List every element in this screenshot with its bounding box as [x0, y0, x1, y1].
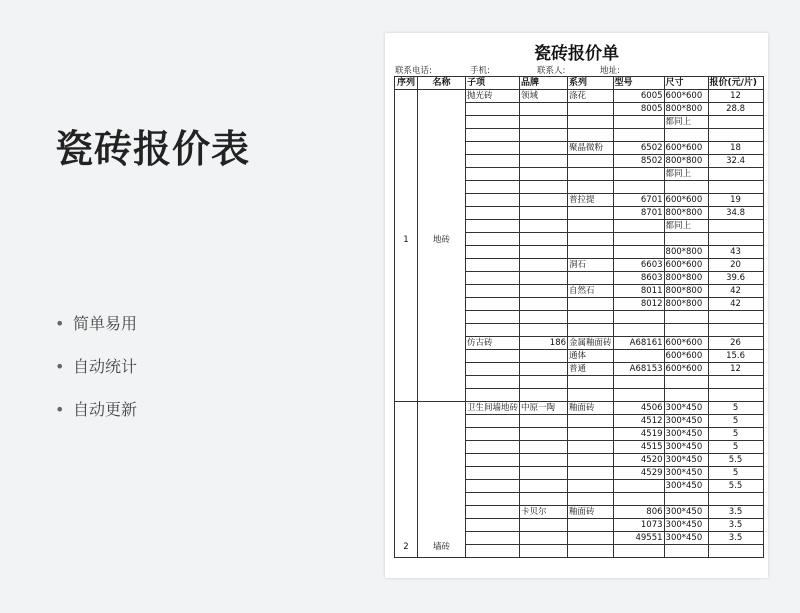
series-cell: 普拉提 — [568, 194, 614, 207]
sub-cell: 卫生间墙地砖 — [467, 402, 519, 413]
sub-cell — [466, 181, 520, 194]
price-cell: 39.6 — [708, 272, 763, 285]
series-cell — [568, 428, 614, 441]
size-cell: 600*600 — [664, 337, 708, 350]
model-cell: A68161 — [613, 337, 664, 350]
price-cell: 5 — [708, 467, 763, 480]
table-row — [395, 402, 764, 415]
size-cell: 300*450 — [664, 467, 708, 480]
model-cell: 1073 — [613, 519, 664, 532]
brand-cell — [520, 415, 568, 428]
price-cell: 43 — [708, 246, 763, 259]
size-cell: 300*450 — [664, 506, 708, 519]
price-cell: 5 — [708, 428, 763, 441]
sub-cell — [466, 298, 520, 311]
sub-cell — [466, 116, 520, 129]
series-cell — [568, 155, 614, 168]
price-cell — [708, 220, 763, 233]
size-cell: 600*600 — [664, 142, 708, 155]
model-cell: 6603 — [613, 259, 664, 272]
price-cell: 5.5 — [708, 454, 763, 467]
brand-cell — [520, 168, 568, 181]
price-cell: 5 — [708, 441, 763, 454]
sub-cell — [466, 480, 520, 493]
series-cell — [568, 493, 614, 506]
series-cell — [568, 467, 614, 480]
model-cell — [613, 181, 664, 194]
size-cell: 600*600 — [664, 90, 708, 103]
sub-cell — [466, 363, 520, 376]
sub-cell — [466, 272, 520, 285]
series-cell — [568, 129, 614, 142]
series-cell — [568, 415, 614, 428]
series-cell — [568, 454, 614, 467]
model-cell — [613, 493, 664, 506]
bullet-icon: • — [55, 314, 65, 333]
column-header: 序列 — [395, 77, 418, 90]
column-header: 型号 — [613, 77, 664, 90]
size-cell — [664, 545, 708, 558]
column-header: 尺寸 — [664, 77, 708, 90]
column-header: 品牌 — [520, 77, 568, 90]
price-cell: 18 — [708, 142, 763, 155]
sub-cell — [466, 285, 520, 298]
brand-cell — [520, 103, 568, 116]
brand-cell — [520, 519, 568, 532]
sub-cell — [466, 545, 520, 558]
brand-cell — [520, 467, 568, 480]
feature-item — [55, 312, 137, 355]
model-cell — [613, 480, 664, 493]
price-cell — [708, 168, 763, 181]
price-cell — [708, 181, 763, 194]
price-cell — [708, 376, 763, 389]
model-cell — [613, 246, 664, 259]
name-cell: 墙砖 — [418, 402, 466, 558]
price-cell — [708, 324, 763, 337]
address-label: 地址: — [600, 66, 620, 76]
brand-cell — [520, 155, 568, 168]
model-cell — [613, 129, 664, 142]
sub-cell — [466, 532, 520, 545]
model-cell: 4519 — [613, 428, 664, 441]
series-cell — [568, 389, 614, 402]
series-cell — [568, 480, 614, 493]
sub-cell — [466, 454, 520, 467]
size-cell: 300*450 — [664, 532, 708, 545]
brand-cell: 186 — [520, 337, 568, 350]
brand-cell — [520, 116, 568, 129]
sub-cell: 抛光砖 — [466, 90, 520, 103]
sub-cell — [466, 194, 520, 207]
price-cell — [708, 233, 763, 246]
price-cell: 3.5 — [708, 506, 763, 519]
series-cell — [568, 298, 614, 311]
sub-cell — [466, 389, 520, 402]
model-cell: 6502 — [613, 142, 664, 155]
sub-cell — [466, 350, 520, 363]
bullet-icon: • — [55, 357, 65, 376]
table-row — [395, 90, 764, 103]
price-cell: 26 — [708, 337, 763, 350]
brand-cell — [520, 493, 568, 506]
feature-label: 自动统计 — [73, 357, 138, 376]
series-cell — [568, 324, 614, 337]
sub-cell — [466, 493, 520, 506]
model-cell: 4520 — [613, 454, 664, 467]
brand-cell — [520, 285, 568, 298]
model-cell: 49551 — [613, 532, 664, 545]
model-cell: 4515 — [613, 441, 664, 454]
feature-list — [55, 312, 137, 441]
brand-cell — [520, 194, 568, 207]
price-cell — [708, 493, 763, 506]
size-cell — [664, 376, 708, 389]
model-cell: 6701 — [613, 194, 664, 207]
model-cell: 8012 — [613, 298, 664, 311]
model-cell — [613, 168, 664, 181]
price-cell — [708, 545, 763, 558]
price-cell: 28.8 — [708, 103, 763, 116]
model-cell: 6005 — [613, 90, 664, 103]
brand-cell — [520, 480, 568, 493]
brand-cell — [520, 246, 568, 259]
model-cell — [613, 545, 664, 558]
model-cell — [613, 311, 664, 324]
series-cell — [568, 181, 614, 194]
model-cell: A68153 — [613, 363, 664, 376]
price-cell: 42 — [708, 285, 763, 298]
size-cell — [664, 181, 708, 194]
model-cell: 8603 — [613, 272, 664, 285]
size-cell — [664, 389, 708, 402]
price-cell: 5 — [708, 415, 763, 428]
price-cell — [708, 129, 763, 142]
brand-cell: 卡贝尔 — [520, 506, 568, 519]
brand-cell — [520, 376, 568, 389]
series-cell — [568, 441, 614, 454]
size-cell: 300*450 — [664, 454, 708, 467]
model-cell: 4512 — [613, 415, 664, 428]
size-cell: 300*450 — [664, 415, 708, 428]
price-cell: 42 — [708, 298, 763, 311]
sheet-title: 瓷砖报价单 — [534, 44, 619, 64]
size-cell: 800*800 — [664, 272, 708, 285]
column-header: 子项 — [466, 77, 520, 90]
price-cell: 12 — [708, 363, 763, 376]
model-cell: 8005 — [613, 103, 664, 116]
hero-title: 瓷砖报价表 — [55, 127, 251, 171]
series-cell: 洞石 — [568, 259, 614, 272]
phone-label: 联系电话: — [395, 66, 432, 76]
sub-cell: 仿古砖 — [466, 337, 520, 350]
model-cell — [613, 376, 664, 389]
sub-cell — [466, 376, 520, 389]
size-cell — [664, 311, 708, 324]
size-cell: 600*600 — [664, 259, 708, 272]
series-cell — [568, 376, 614, 389]
size-cell: 800*800 — [664, 285, 708, 298]
brand-cell — [520, 272, 568, 285]
sub-cell — [466, 519, 520, 532]
series-cell — [568, 103, 614, 116]
model-cell — [613, 324, 664, 337]
column-header: 名称 — [418, 77, 466, 90]
sub-cell — [466, 142, 520, 155]
sub-cell — [466, 220, 520, 233]
size-cell: 800*800 — [664, 298, 708, 311]
sub-cell — [466, 311, 520, 324]
model-cell: 4529 — [613, 467, 664, 480]
price-cell: 32.4 — [708, 155, 763, 168]
size-cell: 600*600 — [664, 350, 708, 363]
feature-label: 自动更新 — [73, 400, 138, 419]
price-cell: 34.8 — [708, 207, 763, 220]
series-cell — [568, 220, 614, 233]
sub-cell — [466, 168, 520, 181]
size-cell: 800*800 — [664, 103, 708, 116]
series-cell: 普通 — [568, 363, 614, 376]
size-cell: 300*450 — [664, 428, 708, 441]
price-cell: 19 — [708, 194, 763, 207]
brand-cell — [520, 545, 568, 558]
price-cell: 5 — [708, 402, 763, 415]
bullet-icon: • — [55, 400, 65, 419]
size-cell — [664, 493, 708, 506]
brand-cell — [520, 441, 568, 454]
series-cell — [568, 532, 614, 545]
sub-cell — [466, 207, 520, 220]
size-cell — [664, 233, 708, 246]
series-cell: 通体 — [568, 350, 614, 363]
price-cell — [708, 389, 763, 402]
model-cell: 8701 — [613, 207, 664, 220]
sub-cell — [466, 467, 520, 480]
model-cell: 8502 — [613, 155, 664, 168]
size-cell — [664, 324, 708, 337]
model-cell: 8011 — [613, 285, 664, 298]
series-cell — [568, 545, 614, 558]
brand-cell — [520, 311, 568, 324]
series-cell — [568, 168, 614, 181]
model-cell: 806 — [613, 506, 664, 519]
brand-cell — [520, 298, 568, 311]
model-cell: 4506 — [613, 402, 664, 415]
brand-cell — [520, 532, 568, 545]
feature-item — [55, 398, 137, 441]
series-cell: 釉面砖 — [568, 402, 614, 415]
sub-cell — [466, 324, 520, 337]
sub-cell — [466, 246, 520, 259]
brand-cell — [520, 389, 568, 402]
size-cell: 800*800 — [664, 155, 708, 168]
size-cell: 600*600 — [664, 363, 708, 376]
mobile-label: 手机: — [470, 66, 490, 76]
sub-cell — [466, 415, 520, 428]
series-cell — [568, 207, 614, 220]
name-cell: 地砖 — [418, 90, 466, 402]
brand-cell — [520, 233, 568, 246]
quote-sheet — [385, 33, 768, 578]
series-cell: 涤花 — [568, 90, 614, 103]
series-cell: 釉面砖 — [568, 506, 614, 519]
price-cell: 15.6 — [708, 350, 763, 363]
series-cell — [568, 519, 614, 532]
size-cell: 300*450 — [664, 402, 708, 415]
brand-cell — [520, 181, 568, 194]
sub-cell — [466, 155, 520, 168]
size-cell: 都同上 — [664, 168, 708, 181]
brand-cell — [520, 220, 568, 233]
price-cell — [708, 116, 763, 129]
quote-table — [394, 76, 764, 558]
brand-cell — [520, 129, 568, 142]
size-cell: 800*800 — [664, 246, 708, 259]
series-cell — [568, 233, 614, 246]
brand-cell: 中原一陶 — [520, 402, 568, 415]
series-cell — [568, 246, 614, 259]
model-cell — [613, 233, 664, 246]
sub-cell — [466, 428, 520, 441]
brand-cell — [520, 428, 568, 441]
series-cell: 自然石 — [568, 285, 614, 298]
column-header: 报价(元/片) — [708, 77, 763, 90]
price-cell: 3.5 — [708, 532, 763, 545]
price-cell: 5.5 — [708, 480, 763, 493]
size-cell: 都同上 — [664, 220, 708, 233]
brand-cell — [520, 142, 568, 155]
size-cell: 都同上 — [664, 116, 708, 129]
model-cell — [613, 389, 664, 402]
sub-cell — [466, 129, 520, 142]
contact-row — [395, 64, 758, 76]
sub-cell — [466, 103, 520, 116]
price-cell: 12 — [708, 90, 763, 103]
table-header-row — [395, 77, 764, 90]
size-cell: 800*800 — [664, 207, 708, 220]
brand-cell — [520, 207, 568, 220]
price-cell: 20 — [708, 259, 763, 272]
size-cell — [664, 129, 708, 142]
price-cell — [708, 311, 763, 324]
series-cell: 金属釉面砖 — [569, 337, 612, 348]
column-header: 系列 — [568, 77, 614, 90]
series-cell — [568, 272, 614, 285]
model-cell — [613, 116, 664, 129]
sub-cell — [466, 259, 520, 272]
series-cell — [568, 116, 614, 129]
price-cell: 3.5 — [708, 519, 763, 532]
sub-cell — [466, 506, 520, 519]
brand-cell — [520, 454, 568, 467]
sub-cell — [466, 233, 520, 246]
model-cell — [613, 350, 664, 363]
brand-cell — [520, 259, 568, 272]
size-cell: 600*600 — [664, 194, 708, 207]
size-cell: 300*450 — [664, 441, 708, 454]
feature-item — [55, 355, 137, 398]
sub-cell — [466, 441, 520, 454]
brand-cell — [520, 350, 568, 363]
size-cell: 300*450 — [664, 519, 708, 532]
seq-cell: 1 — [395, 90, 418, 402]
brand-cell: 领域 — [520, 90, 568, 103]
series-cell: 聚晶微粉 — [568, 142, 614, 155]
series-cell — [568, 311, 614, 324]
brand-cell — [520, 324, 568, 337]
model-cell — [613, 220, 664, 233]
brand-cell — [520, 363, 568, 376]
feature-label: 简单易用 — [73, 314, 138, 333]
seq-cell: 2 — [395, 402, 418, 558]
contact-person-label: 联系人: — [537, 66, 566, 76]
size-cell: 300*450 — [664, 480, 708, 493]
